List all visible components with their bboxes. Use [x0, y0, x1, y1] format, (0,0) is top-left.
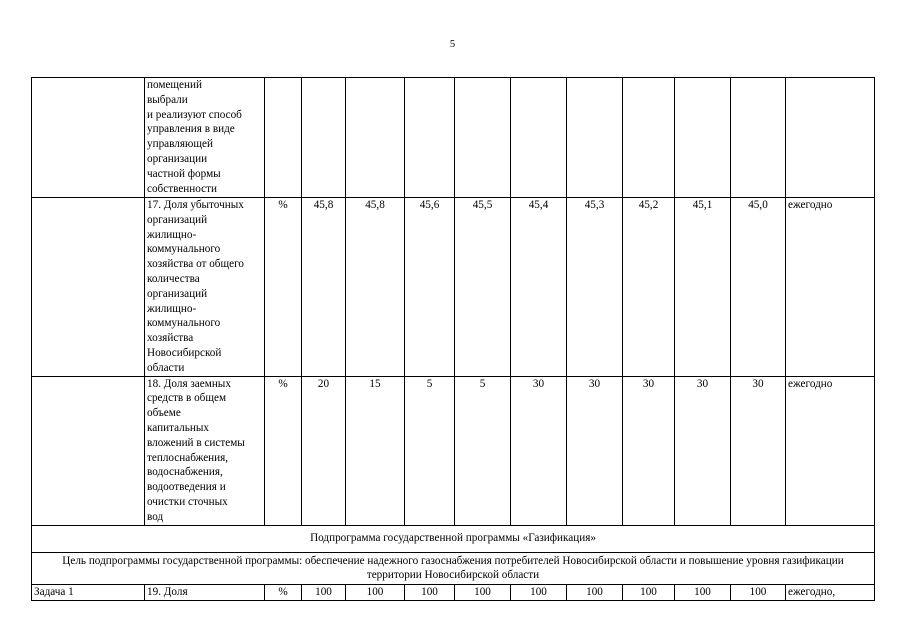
value-cell	[455, 78, 511, 198]
value-cell	[511, 78, 567, 198]
value-cell	[675, 78, 731, 198]
unit-cell	[265, 78, 302, 198]
value-cell	[302, 78, 346, 198]
unit-cell: %	[265, 376, 302, 525]
value-cell: 45,1	[675, 198, 731, 377]
indicator-cell: помещений выбрали и реализуют способ управления в виде управляющей организации частной формы собственности	[145, 78, 265, 198]
value-cell: 100	[511, 585, 567, 601]
value-cell: 100	[346, 585, 405, 601]
table-row	[32, 198, 875, 377]
task-cell	[32, 198, 145, 377]
indicators-table	[31, 77, 875, 601]
value-cell	[405, 78, 455, 198]
value-cell	[567, 78, 623, 198]
subprogram-title: Подпрограмма государственной программы «Газификация»	[32, 525, 875, 552]
period-cell: ежегодно	[786, 198, 875, 377]
period-cell	[786, 78, 875, 198]
unit-cell: %	[265, 585, 302, 601]
value-cell	[731, 78, 786, 198]
value-cell	[623, 78, 675, 198]
goal-row	[32, 552, 875, 585]
value-cell: 5	[455, 376, 511, 525]
indicator-cell: 18. Доля заемных средств в общем объеме капитальных вложений в системы теплоснабжения, водоснабжения, водоотведения и очистки сточных вод	[145, 376, 265, 525]
value-cell: 45,8	[346, 198, 405, 377]
value-cell: 30	[511, 376, 567, 525]
task-cell	[32, 78, 145, 198]
value-cell: 100	[405, 585, 455, 601]
indicator-cell: 19. Доля	[145, 585, 265, 601]
value-cell: 45,4	[511, 198, 567, 377]
value-cell: 45,6	[405, 198, 455, 377]
period-cell: ежегодно,	[786, 585, 875, 601]
value-cell: 15	[346, 376, 405, 525]
value-cell: 45,5	[455, 198, 511, 377]
table-row	[32, 585, 875, 601]
value-cell: 100	[731, 585, 786, 601]
page-number: 5	[449, 39, 456, 50]
indicator-cell: 17. Доля убыточных организаций жилищно- коммунального хозяйства от общего количества организаций жилищно- коммунального хозяйства Новосибирской области	[145, 198, 265, 377]
value-cell: 30	[731, 376, 786, 525]
value-cell: 100	[302, 585, 346, 601]
value-cell: 45,0	[731, 198, 786, 377]
value-cell: 100	[675, 585, 731, 601]
value-cell: 30	[675, 376, 731, 525]
value-cell: 30	[567, 376, 623, 525]
task-cell	[32, 376, 145, 525]
value-cell: 20	[302, 376, 346, 525]
goal-text: Цель подпрограммы государственной программы: обеспечение надежного газоснабжения потребителей Новосибирской области и повышение уровня газификации территории Новосибирской области	[32, 552, 875, 585]
period-cell: ежегодно	[786, 376, 875, 525]
value-cell: 45,2	[623, 198, 675, 377]
value-cell: 100	[455, 585, 511, 601]
task-cell: Задача 1	[32, 585, 145, 601]
table-row	[32, 78, 875, 198]
value-cell: 30	[623, 376, 675, 525]
subprogram-row	[32, 525, 875, 552]
value-cell: 45,3	[567, 198, 623, 377]
value-cell: 45,8	[302, 198, 346, 377]
value-cell: 100	[623, 585, 675, 601]
value-cell: 5	[405, 376, 455, 525]
value-cell	[346, 78, 405, 198]
table-row	[32, 376, 875, 525]
unit-cell: %	[265, 198, 302, 377]
value-cell: 100	[567, 585, 623, 601]
